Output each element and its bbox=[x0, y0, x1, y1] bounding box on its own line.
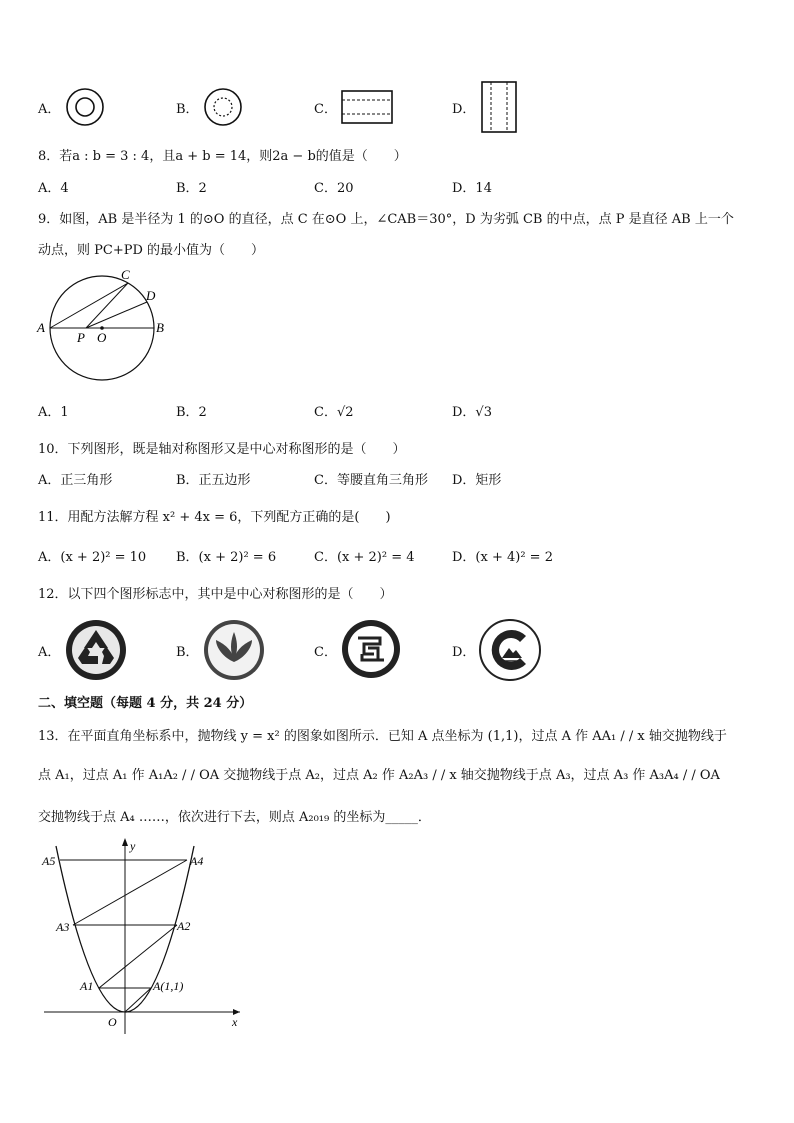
q7-option-b-letter: B． bbox=[176, 102, 199, 117]
q7-option-b bbox=[176, 98, 199, 117]
segment-pc bbox=[86, 283, 128, 328]
chord-ac bbox=[50, 283, 128, 328]
q10-stem: 10．下列图形，既是轴对称图形又是中心对称图形的是（ ） bbox=[38, 442, 406, 457]
label-y: y bbox=[130, 839, 136, 853]
label-a: A bbox=[37, 320, 45, 335]
segment-oa bbox=[125, 988, 151, 1012]
q12-stem: 12．以下四个图形标志中，其中是中心对称图形的是（ ） bbox=[38, 587, 393, 602]
q12-option-c-letter: C． bbox=[314, 645, 337, 660]
q12-option-b bbox=[176, 641, 199, 660]
concentric-circles-icon bbox=[64, 86, 106, 128]
q9-stem-line1: 9．如图，AB 是半径为 1 的⊙O 的直径，点 C 在⊙O 上，∠CAB＝30°，D 为劣弧 CB 的中点，点 P 是直径 AB 上一个 bbox=[38, 212, 734, 227]
q10-option-b: B．正五边形 bbox=[176, 473, 251, 488]
q13-line1: 13．在平面直角坐标系中，抛物线 y = x² 的图象如图所示．已知 A 点坐标为 (1,1)，过点 A 作 AA₁ / / x 轴交抛物线于 bbox=[38, 729, 727, 744]
label-a2: A2 bbox=[177, 919, 191, 933]
q7-option-d bbox=[452, 98, 475, 117]
q9-option-b: B．2 bbox=[176, 405, 207, 420]
q10-option-a: A．正三角形 bbox=[38, 473, 113, 488]
q9-option-a: A．1 bbox=[38, 405, 69, 420]
square-spiral-logo-icon bbox=[340, 618, 402, 680]
label-p: P bbox=[77, 330, 85, 345]
label-a1: A1 bbox=[80, 979, 94, 993]
q12-option-c bbox=[314, 641, 337, 660]
q12-option-b-letter: B． bbox=[176, 645, 199, 660]
label-a3: A3 bbox=[56, 920, 70, 934]
q13-line3: 交抛物线于点 A₄ ……，依次进行下去，则点 A₂₀₁₉ 的坐标为_____． bbox=[38, 810, 431, 825]
q11-option-c: C．(x + 2)² = 4 bbox=[314, 550, 415, 565]
q9-option-d: D．√3 bbox=[452, 405, 492, 420]
label-a4: A4 bbox=[190, 854, 204, 868]
q12-option-a bbox=[38, 641, 60, 660]
q9-circle-figure bbox=[34, 266, 174, 384]
q9-option-c: C．√2 bbox=[314, 405, 354, 420]
segment-pd bbox=[86, 302, 147, 328]
q11-option-d: D．(x + 4)² = 2 bbox=[452, 550, 553, 565]
section-title: 二、填空题（每题 4 分，共 24 分） bbox=[38, 696, 253, 711]
y-axis-arrow-icon bbox=[122, 838, 128, 846]
q12-option-d-letter: D． bbox=[452, 645, 476, 660]
q7-option-c-letter: C． bbox=[314, 102, 337, 117]
label-d: D bbox=[146, 288, 156, 303]
q7-option-d-letter: D． bbox=[452, 102, 476, 117]
label-b: B bbox=[156, 320, 164, 335]
label-o: O bbox=[97, 330, 107, 345]
label-a5: A5 bbox=[42, 854, 56, 868]
q7-option-a bbox=[38, 98, 60, 117]
q10-option-d: D．矩形 bbox=[452, 473, 502, 488]
q9-stem-line2: 动点，则 PC+PD 的最小值为（ ） bbox=[38, 243, 265, 258]
rectangle-dashed-horizontal-icon bbox=[340, 88, 396, 126]
circle-dashed-inner-icon bbox=[202, 86, 244, 128]
q13-line2: 点 A₁，过点 A₁ 作 A₁A₂ / / OA 交抛物线于点 A₂，过点 A₂ 作 A₂A₃ / / x 轴交抛物线于点 A₃，过点 A₃ 作 A₃A₄ / / OA bbox=[38, 768, 720, 783]
label-a: A(1,1) bbox=[153, 979, 184, 993]
label-o: O bbox=[108, 1015, 117, 1029]
q10-option-c: C．等腰直角三角形 bbox=[314, 473, 428, 488]
q12-option-a-letter: A． bbox=[38, 645, 61, 660]
q11-option-b: B．(x + 2)² = 6 bbox=[176, 550, 277, 565]
rectangle-dashed-vertical-icon bbox=[478, 80, 520, 136]
q8-option-d: D．14 bbox=[452, 181, 492, 196]
q8-option-a: A．4 bbox=[38, 181, 69, 196]
q7-option-c bbox=[314, 98, 337, 117]
c-mountain-logo-icon bbox=[478, 618, 542, 682]
leaf-logo-icon bbox=[202, 618, 266, 682]
q7-option-a-letter: A． bbox=[38, 102, 61, 117]
label-c: C bbox=[121, 267, 130, 282]
recycle-logo-icon bbox=[64, 618, 128, 682]
q11-stem: 11．用配方法解方程 x² + 4x = 6，下列配方正确的是( ) bbox=[38, 510, 391, 525]
q11-option-a: A．(x + 2)² = 10 bbox=[38, 550, 147, 565]
q12-option-d bbox=[452, 641, 475, 660]
q13-parabola-figure bbox=[36, 834, 248, 1040]
q8-stem: 8．若a : b = 3 : 4，且a + b = 14，则2a − b的值是（ ） bbox=[38, 149, 407, 164]
q8-option-b: B．2 bbox=[176, 181, 207, 196]
segment-a3a4 bbox=[73, 860, 187, 925]
q8-option-c: C．20 bbox=[314, 181, 354, 196]
label-x: x bbox=[232, 1015, 238, 1029]
